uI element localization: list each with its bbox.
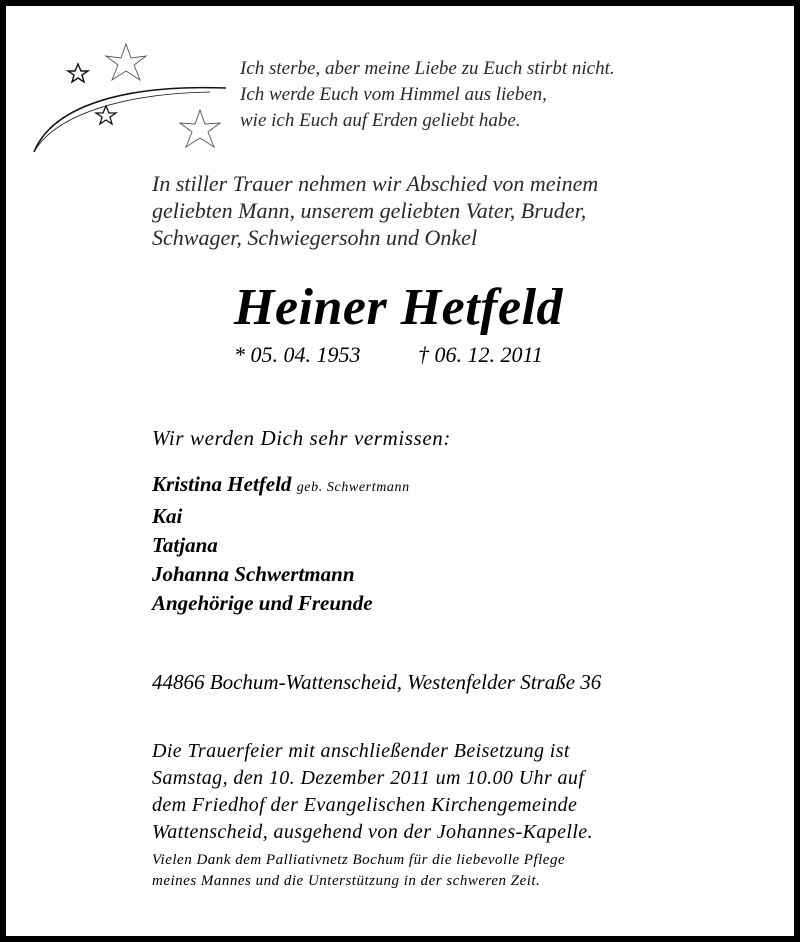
intro-text bbox=[152, 170, 598, 251]
star-icon bbox=[180, 110, 220, 147]
mourner-relative: Johanna Schwertmann bbox=[152, 562, 355, 586]
service-line: dem Friedhof der Evangelischen Kirchengemeinde bbox=[152, 794, 578, 816]
thanks-line: Vielen Dank dem Palliativnetz Bochum für die liebevolle Pflege bbox=[152, 852, 566, 868]
deceased-name: Heiner Hetfeld bbox=[234, 279, 564, 336]
mourner-spouse bbox=[152, 470, 410, 502]
star-icon bbox=[106, 44, 146, 80]
service-line: Wattenscheid, ausgehend von der Johannes-Kapelle. bbox=[152, 821, 593, 843]
intro-line: Schwager, Schwiegersohn und Onkel bbox=[152, 225, 478, 250]
mourner-child: Kai bbox=[152, 504, 183, 528]
thanks-note bbox=[152, 850, 565, 892]
birth-date: * 05. 04. 1953 bbox=[234, 342, 361, 367]
star-icon bbox=[96, 106, 116, 124]
thanks-line: meines Mannes und die Unterstützung in der schweren Zeit. bbox=[152, 873, 541, 889]
life-dates bbox=[234, 342, 543, 368]
mourners-list bbox=[152, 470, 410, 618]
spouse-nee: geb. Schwertmann bbox=[296, 480, 410, 495]
intro-line: In stiller Trauer nehmen wir Abschied von meinem bbox=[152, 171, 599, 196]
spouse-name: Kristina Hetfeld bbox=[152, 472, 292, 496]
poem-line: Ich sterbe, aber meine Liebe zu Euch stirbt nicht. bbox=[240, 58, 615, 79]
service-info bbox=[152, 738, 593, 846]
miss-text: Wir werden Dich sehr vermissen: bbox=[152, 426, 451, 450]
address: 44866 Bochum-Wattenscheid, Westenfelder Straße 36 bbox=[152, 670, 602, 694]
intro-line: geliebten Mann, unserem geliebten Vater, Bruder, bbox=[152, 198, 587, 223]
poem bbox=[240, 56, 615, 134]
poem-line: Ich werde Euch vom Himmel aus lieben, bbox=[240, 84, 547, 105]
service-line: Samstag, den 10. Dezember 2011 um 10.00 Uhr auf bbox=[152, 767, 585, 789]
star-icon bbox=[68, 64, 88, 82]
death-date: † 06. 12. 2011 bbox=[418, 342, 543, 367]
service-line: Die Trauerfeier mit anschließender Beisetzung ist bbox=[152, 740, 570, 762]
shooting-star-icon bbox=[30, 42, 230, 162]
poem-line: wie ich Euch auf Erden geliebt habe. bbox=[240, 110, 521, 131]
mourner-child: Tatjana bbox=[152, 533, 218, 557]
mourner-others: Angehörige und Freunde bbox=[152, 591, 373, 615]
